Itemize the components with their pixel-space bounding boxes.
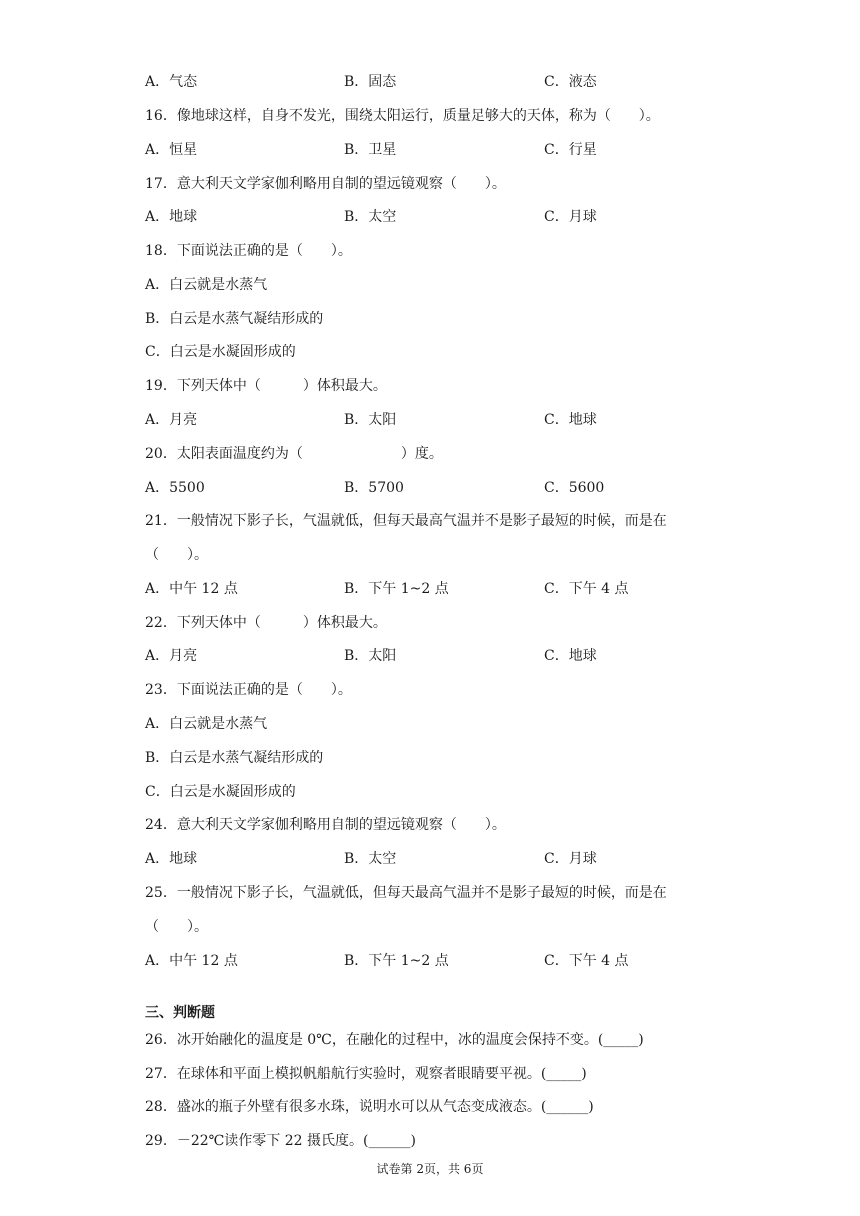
question-line: 23．下面说法正确的是（ ）。 [145, 682, 352, 698]
option-b: B．太阳 [344, 648, 397, 664]
option-b: B．太阳 [344, 412, 397, 428]
option-a: A．月亮 [145, 648, 198, 664]
option-b: B．下午 1~2 点 [344, 953, 449, 969]
option-b: B．固态 [344, 74, 397, 90]
question-line: 22．下列天体中（ ）体积最大。 [145, 615, 387, 631]
option-b: B．太空 [344, 851, 397, 867]
option-c: C．地球 [544, 412, 597, 428]
judge-item: 27．在球体和平面上模拟帆船航行实验时，观察者眼睛要平视。(_____) [145, 1066, 587, 1082]
option-b: B．5700 [344, 480, 404, 496]
judge-item: 26．冰开始融化的温度是 0℃，在融化的过程中，冰的温度会保持不变。(_____) [145, 1032, 644, 1048]
option-a: A．中午 12 点 [145, 581, 238, 597]
question-line: 19．下列天体中（ ）体积最大。 [145, 378, 387, 394]
section-title: 三、判断题 [145, 1005, 215, 1021]
question-line: 24．意大利天文学家伽利略用自制的望远镜观察（ ）。 [145, 817, 506, 833]
question-line: 17．意大利天文学家伽利略用自制的望远镜观察（ ）。 [145, 176, 506, 192]
question-line: C．白云是水凝固形成的 [145, 344, 296, 360]
option-c: C．下午 4 点 [544, 581, 629, 597]
option-c: C．地球 [544, 648, 597, 664]
question-line: 20．太阳表面温度约为（ ）度。 [145, 446, 443, 462]
option-c: C．月球 [544, 209, 597, 225]
option-c: C．下午 4 点 [544, 953, 629, 969]
option-a: A．地球 [145, 209, 198, 225]
option-a: A．5500 [145, 480, 205, 496]
question-line: （ ）。 [145, 919, 208, 935]
judge-item: 28．盛冰的瓶子外壁有很多水珠，说明水可以从气态变成液态。(______) [145, 1099, 594, 1115]
question-line: A．白云就是水蒸气 [145, 716, 268, 732]
option-b: B．太空 [344, 209, 397, 225]
option-b: B．下午 1~2 点 [344, 581, 449, 597]
option-c: C．液态 [544, 74, 597, 90]
option-a: A．月亮 [145, 412, 198, 428]
option-c: C．月球 [544, 851, 597, 867]
page-footer: 试卷第 2页，共 6页 [376, 1162, 484, 1176]
question-line: 21．一般情况下影子长，气温就低，但每天最高气温并不是影子最短的时候，而是在 [145, 513, 667, 529]
question-line: 16．像地球这样，自身不发光，围绕太阳运行，质量足够大的天体，称为（ ）。 [145, 108, 660, 124]
question-line: 25．一般情况下影子长，气温就低，但每天最高气温并不是影子最短的时候，而是在 [145, 885, 667, 901]
question-line: B．白云是水蒸气凝结形成的 [145, 750, 324, 766]
question-line: B．白云是水蒸气凝结形成的 [145, 311, 324, 327]
option-c: C．5600 [544, 480, 605, 496]
option-a: A．中午 12 点 [145, 953, 238, 969]
option-c: C．行星 [544, 142, 597, 158]
question-line: （ ）。 [145, 547, 208, 563]
question-line: A．白云就是水蒸气 [145, 277, 268, 293]
option-b: B．卫星 [344, 142, 397, 158]
option-a: A．恒星 [145, 142, 198, 158]
option-a: A．气态 [145, 74, 198, 90]
question-line: C．白云是水凝固形成的 [145, 784, 296, 800]
option-a: A．地球 [145, 851, 198, 867]
judge-item: 29．－22℃读作零下 22 摄氏度。(______) [145, 1133, 416, 1149]
question-line: 18．下面说法正确的是（ ）。 [145, 243, 352, 259]
